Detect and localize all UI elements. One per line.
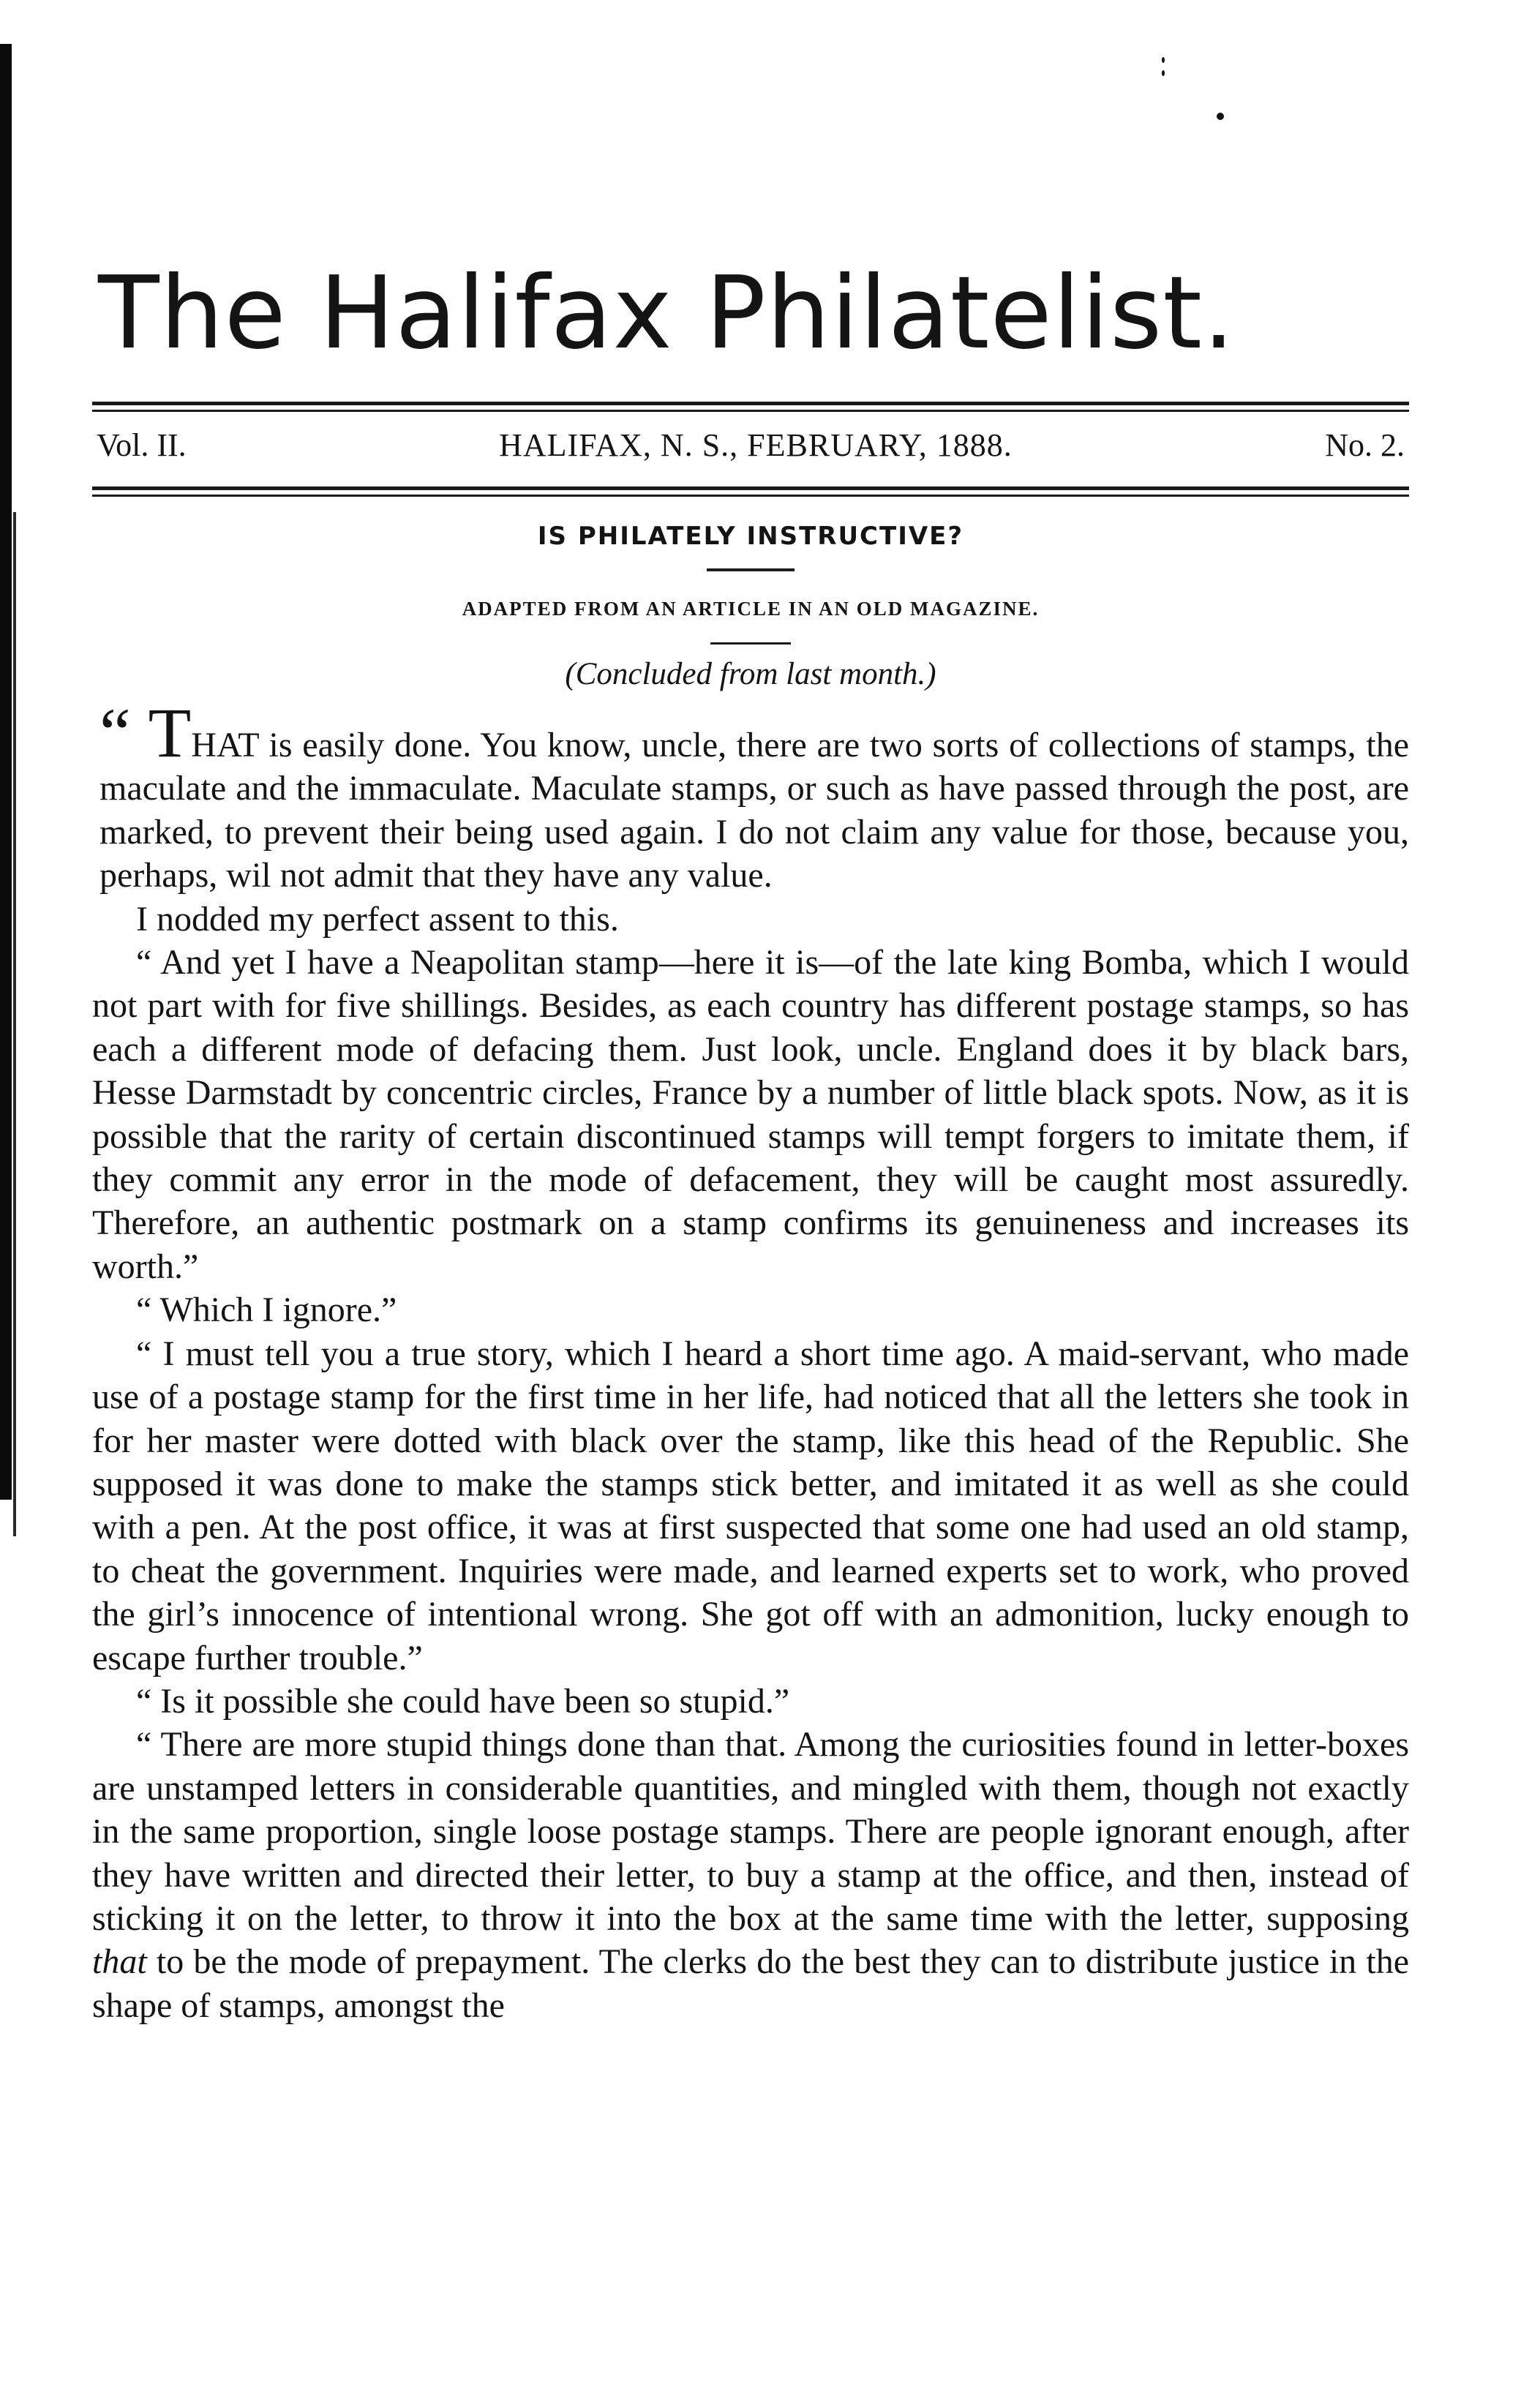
paragraph: “ And yet I have a Neapolitan stamp—here it is—of the late king Bomba, which I would not part with for five shillings. Besides, as each country has different postage stamps, so has each a different mode of defacing them. Just look, uncle. England does it by black bars, Hesse Darmstadt by concentric circles, France by a number of little black spots. Now, as it is possible that the rarity of certain discontinued stamps will tempt forgers to imitate them, if they commit any error in the mode of defacement, they will be caught most assuredly. Therefore, an authentic postmark on a stamp confirms its genuineness and increases its worth.” bbox=[92, 943, 1409, 1286]
emphasis-text: that bbox=[92, 1942, 147, 1982]
paragraph: I nodded my perfect assent to this. bbox=[136, 899, 619, 939]
newspaper-page bbox=[92, 255, 1410, 2027]
issue-rule bbox=[92, 486, 1409, 497]
scan-speck bbox=[1217, 113, 1224, 120]
paragraph: “ Which I ignore.” bbox=[136, 1290, 397, 1330]
drop-cap: “ T bbox=[99, 694, 192, 772]
article-title: IS PHILATELY INSTRUCTIVE? bbox=[537, 522, 964, 551]
article-subtitle: ADAPTED FROM AN ARTICLE IN AN OLD MAGAZINE. bbox=[462, 598, 1040, 620]
paragraph: “ I must tell you a true story, which I heard a short time ago. A maid-servant, who made use of a postage stamp for the first time in her life, had noticed that all the letters she took in for her master were dotted with black over the stamp, like this head of the Republic. She supposed it was done to make the stamps stick better, and imitated it as well as she could with a pen. At the post office, it was at first suspected that some one had used an old stamp, to cheat the government. Inquiries were made, and learned experts set to work, who proved the girl’s innocence of intentional wrong. She got off with an admonition, lucky enough to escape further trouble.” bbox=[92, 1334, 1409, 1677]
scan-edge-line bbox=[13, 512, 16, 1536]
masthead-rule bbox=[92, 402, 1409, 412]
issue-line bbox=[92, 412, 1409, 479]
paragraph bbox=[92, 1723, 1409, 2027]
article-body bbox=[92, 694, 1410, 2027]
paragraph bbox=[92, 694, 1410, 898]
subtitle-divider bbox=[710, 642, 791, 645]
volume-number: Vol. II. bbox=[97, 427, 187, 463]
paragraph-text: to be the mode of prepayment. The clerks do the best they can to distribute justice in the shape of stamps, amongst the bbox=[92, 1942, 1409, 2025]
issue-number: No. 2. bbox=[1325, 427, 1405, 463]
paragraph-text: “ There are more stupid things done than that. Among the curiosities found in letter-boxes are unstamped letters in considerable quantities, and mingled with them, though not exactly in the same proportion, single loose postage stamps. There are people ignorant enough, after they have written and directed their letter, to buy a stamp at the office, and then, instead of sticking it on the letter, to throw it into the box at the same time with the letter, supposing bbox=[92, 1725, 1409, 1938]
scan-speck bbox=[1162, 57, 1165, 63]
continuation-note: (Concluded from last month.) bbox=[565, 657, 936, 691]
masthead-title: The Halifax Philatelist. bbox=[98, 255, 1236, 372]
scan-edge-bar bbox=[0, 44, 12, 1500]
paragraph-text: HAT is easily done. You know, uncle, there are two sorts of collections of stamps, the maculate and the immaculate. Maculate stamps, or such as have passed through the post, are marked, to prevent their being used again. I do not claim any value for those, because you, perhaps, wil not admit that they have any value. bbox=[99, 726, 1410, 895]
title-divider bbox=[707, 568, 795, 571]
scan-speck bbox=[1162, 70, 1165, 76]
paragraph: “ Is it possible she could have been so stupid.” bbox=[136, 1681, 790, 1721]
place-and-date: HALIFAX, N. S., FEBRUARY, 1888. bbox=[499, 427, 1013, 463]
